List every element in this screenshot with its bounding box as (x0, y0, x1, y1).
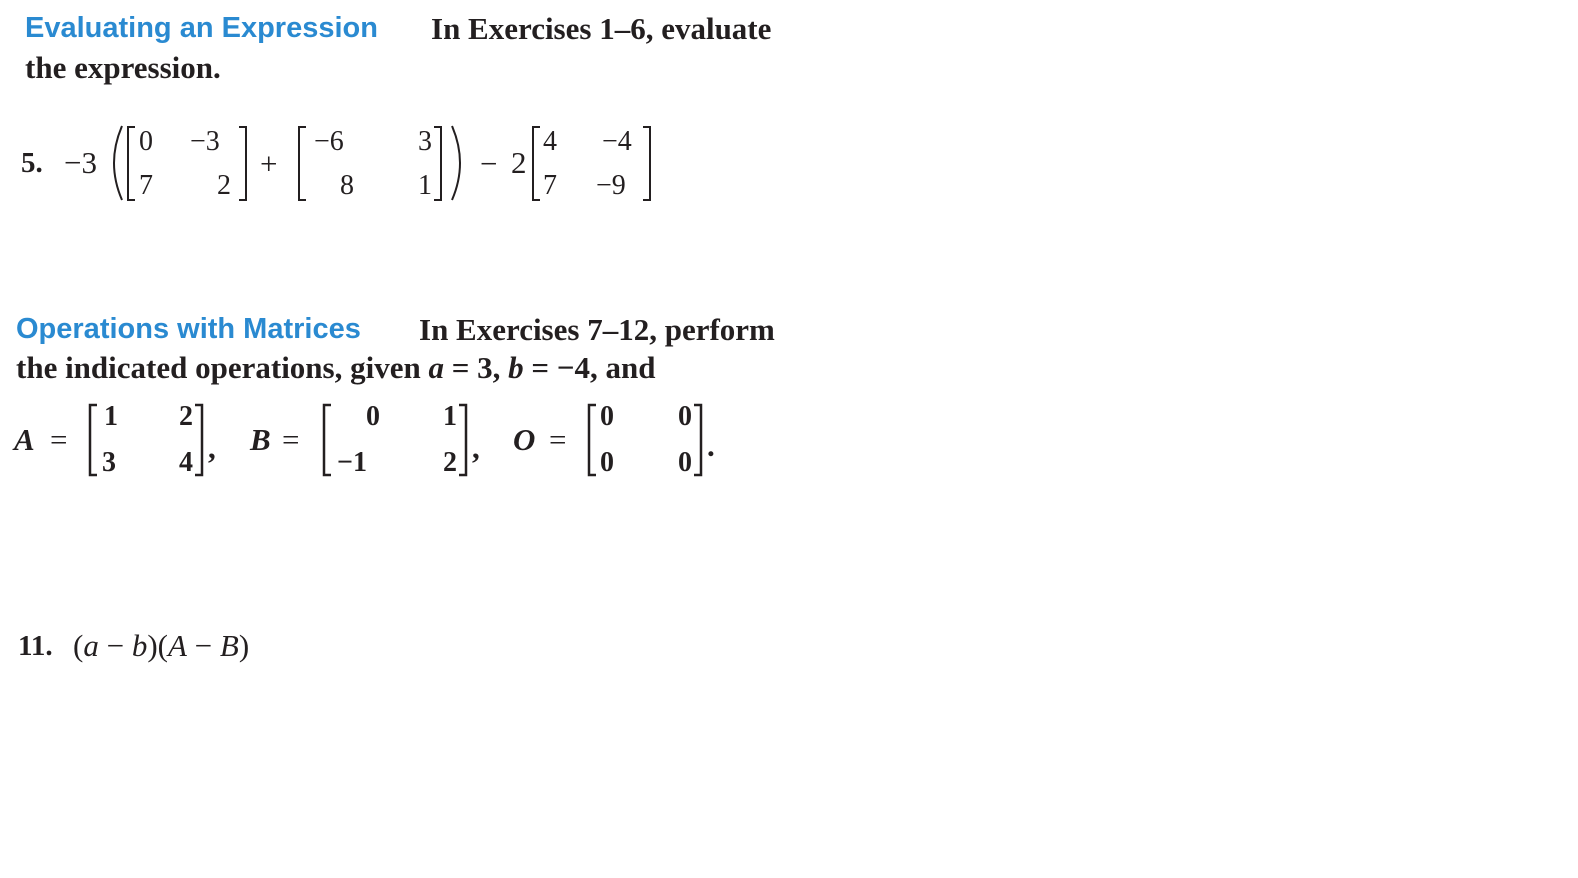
B-left-bracket (324, 405, 331, 475)
section2-intro-line1: In Exercises 7–12, perform (419, 312, 775, 347)
expr-b: b (131, 628, 148, 663)
matrix-B-label: B (250, 422, 271, 457)
equals-O: = (549, 422, 567, 457)
expr-minus1: − (98, 628, 132, 663)
intro-text: the indicated operations, given (16, 350, 421, 385)
m2-cell-00: −6 (314, 126, 344, 157)
exercise-number-5: 5. (21, 147, 43, 179)
expr-A: A (167, 628, 187, 663)
m2-cell-01: 3 (418, 126, 432, 157)
B-right-bracket (459, 405, 466, 475)
m3-right-bracket (643, 127, 650, 200)
A-cell-00: 1 (104, 401, 118, 432)
var-a: a (428, 350, 444, 385)
expr-mid-paren: )( (147, 628, 168, 663)
var-a-value: = 3, (443, 350, 509, 385)
period-O: . (707, 428, 715, 463)
A-right-bracket (195, 405, 202, 475)
B-cell-00: 0 (366, 401, 380, 432)
O-cell-11: 0 (678, 447, 692, 478)
m3-cell-10: 7 (543, 170, 557, 201)
m3-cell-01: −4 (602, 126, 632, 157)
B-cell-10: −1 (337, 447, 367, 478)
A-left-bracket (90, 405, 97, 475)
m1-cell-01: −3 (190, 126, 220, 157)
m3-cell-11: −9 (596, 170, 626, 201)
m1-right-bracket (239, 127, 246, 200)
m1-cell-00: 0 (139, 126, 153, 157)
expr-open-paren: ( (73, 628, 84, 663)
section-heading-operations: Operations with Matrices (16, 313, 361, 345)
equals-A: = (50, 422, 68, 457)
m1-cell-10: 7 (139, 170, 153, 201)
section-intro-line2: the expression. (25, 50, 221, 85)
O-right-bracket (694, 405, 701, 475)
m3-left-bracket (533, 127, 540, 200)
m3-cell-00: 4 (543, 126, 557, 157)
section-intro-line1: In Exercises 1–6, evaluate (431, 11, 772, 46)
m2-cell-10: 8 (340, 170, 354, 201)
A-cell-10: 3 (102, 447, 116, 478)
m2-left-bracket (299, 127, 306, 200)
equals-B: = (282, 422, 300, 457)
expr-close-paren: ) (238, 628, 250, 663)
expr-minus2: − (186, 628, 220, 663)
right-big-paren (452, 126, 460, 200)
O-cell-01: 0 (678, 401, 692, 432)
plus-sign: + (260, 146, 278, 181)
var-b-value: = −4, and (523, 350, 656, 385)
A-cell-11: 4 (179, 447, 193, 478)
section-heading-evaluating: Evaluating an Expression (25, 12, 378, 44)
comma-B: , (472, 430, 480, 465)
O-cell-00: 0 (600, 401, 614, 432)
left-big-paren (114, 126, 122, 200)
O-left-bracket (589, 405, 596, 475)
matrix-A-label: A (14, 422, 35, 457)
matrix-O-label: O (513, 422, 536, 457)
exercise-number-11: 11. (18, 630, 53, 662)
expr-a: a (83, 628, 99, 663)
comma-A: , (208, 430, 216, 465)
B-cell-01: 1 (443, 401, 457, 432)
expr-B: B (219, 628, 239, 663)
minus-sign: − (480, 146, 498, 181)
A-cell-01: 2 (179, 401, 193, 432)
m2-right-bracket (434, 127, 441, 200)
O-cell-10: 0 (600, 447, 614, 478)
m1-cell-11: 2 (217, 170, 231, 201)
m2-cell-11: 1 (418, 170, 432, 201)
coefficient-2: 2 (511, 145, 527, 180)
m1-left-bracket (128, 127, 135, 200)
B-cell-11: 2 (443, 447, 457, 478)
var-b: b (508, 350, 524, 385)
coefficient-neg3: −3 (64, 145, 97, 180)
